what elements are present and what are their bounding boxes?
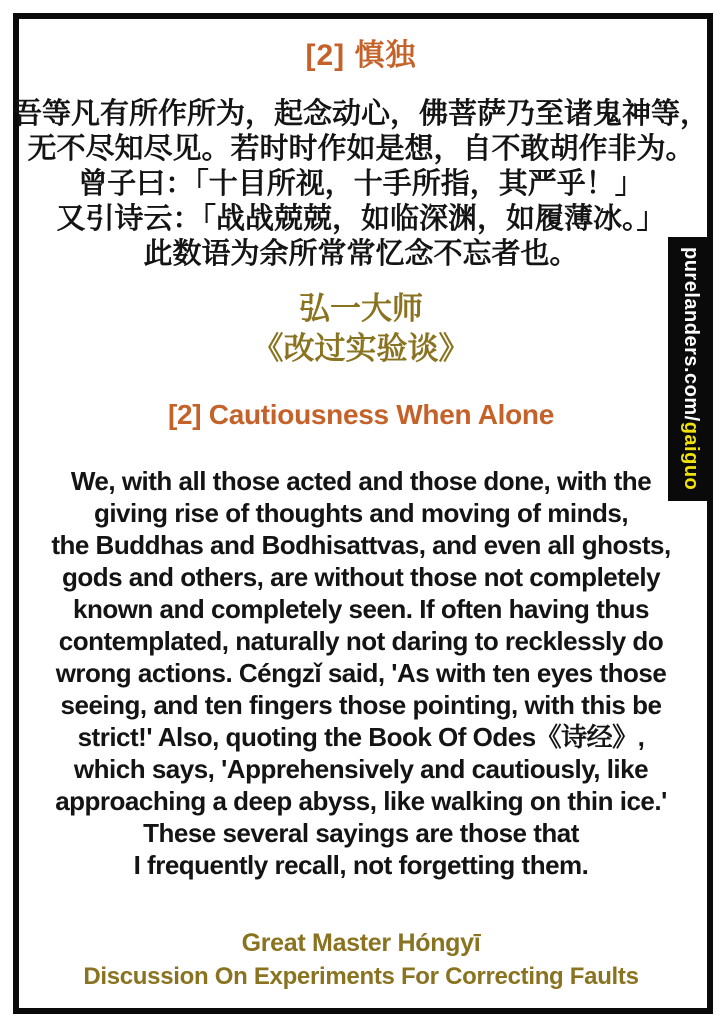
website-banner [668,237,713,501]
english-paragraph-line: gods and others, are without those not completely [61,562,661,592]
website-domain: purelanders.com/ [680,247,702,423]
english-paragraph-line: We, with all those acted and those done, with the [70,466,652,496]
english-paragraph-line: These several sayings are those that [143,818,579,848]
chinese-author: 弘一大师 [299,291,423,326]
chinese-paragraph-line: 曾子曰：「十目所视，十手所指，其严乎！」 [78,168,644,200]
english-paragraph-line: I frequently recall, not forgetting them. [133,850,589,880]
english-work-title: Discussion On Experiments For Correcting Faults [83,963,639,990]
website-path-highlight: gaiguo [680,422,702,491]
english-paragraph [0,465,722,881]
chinese-paragraph-line: 又引诗云：「战战兢兢，如临深渊，如履薄冰。」 [56,203,666,235]
english-paragraph-line: the Buddhas and Bodhisattvas, and even all ghosts, [51,530,671,560]
english-paragraph-line: seeing, and ten fingers those pointing, with this be [60,690,662,720]
chinese-paragraph-line: 无不尽知尽见。若时时作如是想，自不敢胡作非为。 [27,133,695,165]
chinese-attribution [0,289,722,369]
chinese-work-title: 《改过实验谈》 [252,331,470,366]
english-paragraph-line: giving rise of thoughts and moving of minds, [93,498,629,528]
english-paragraph-line: which says, 'Apprehensively and cautiously, like [73,754,649,784]
english-paragraph-line: strict!' Also, quoting the Book Of Odes《诗经》, [77,722,645,752]
chinese-title: [2] 慎独 [305,39,417,72]
chinese-paragraph [0,97,722,272]
english-author: Great Master Hóngyī [241,929,481,957]
chinese-paragraph-line: 此数语为余所常常忆念不忘者也。 [143,238,579,270]
website-url [679,247,702,490]
english-attribution [0,926,722,994]
english-paragraph-line: approaching a deep abyss, like walking on thin ice.' [55,786,667,816]
english-paragraph-line: wrong actions. Céngzǐ said, 'As with ten eyes those [55,658,667,688]
english-title: [2] Cautiousness When Alone [167,399,554,430]
english-paragraph-line: known and completely seen. If often having thus [72,594,650,624]
chinese-paragraph-line: 吾等凡有所作所为，起念动心，佛菩萨乃至诸鬼神等， [12,98,709,130]
english-paragraph-line: contemplated, naturally not daring to recklessly do [58,626,664,656]
